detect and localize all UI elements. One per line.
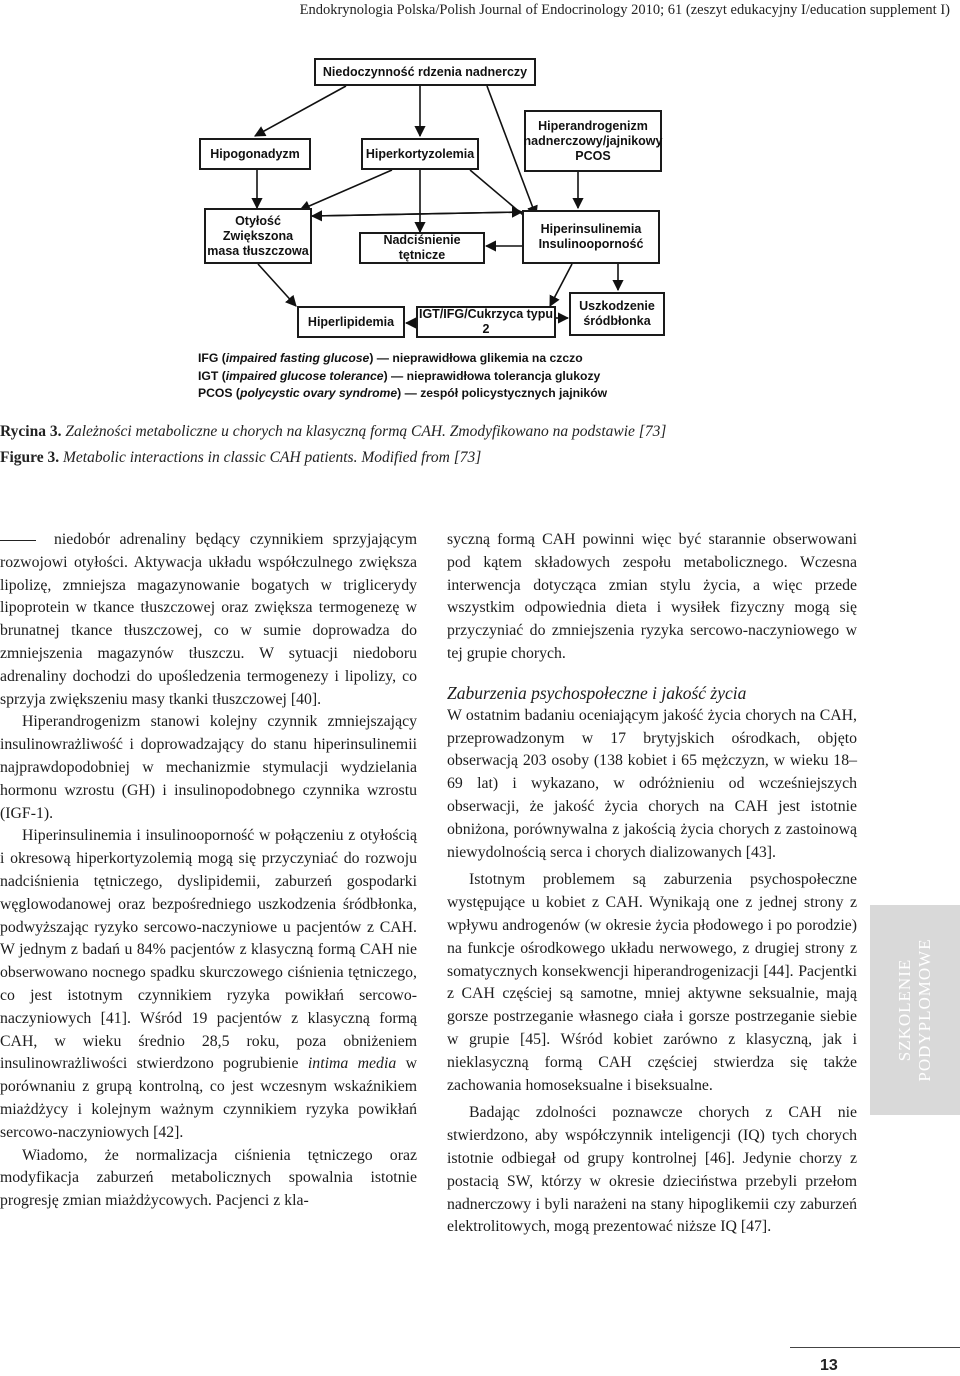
figure-diagram: [0, 0, 960, 420]
box-hyperlipidemia: Hiperlipidemia: [297, 306, 405, 338]
em-dash-rule: [0, 540, 36, 541]
legend-item: IFG (impaired fasting glucose) — nieprawidłowa glikemia na czczo: [198, 351, 583, 365]
box-hyperinsulinemia: Hiperinsulinemia Insulinooporność: [522, 210, 660, 264]
right-column: [447, 529, 857, 1239]
paragraph: niedobór adrenaliny będący czynnikiem sprzyjającym rozwojowi otyłości. Aktywacja układu współczulnego zwiększa lipolizę, zmniejsza magazynowanie bogatych w triglicerydy lipoprotein w tkance tłuszczowej oraz zwiększa termogenezę w brunatnej tkance tłuszczowej, co w sumie doprowadza do zmniejszenia magazynów tłuszczu. W sytuacji niedoboru adrenaliny dochodzi do upośledzenia termogenezy i lipolizy, co sprzyja zwiększeniu masy tkanki tłuszczowej [40].: [0, 531, 417, 708]
running-head: Endokrynologia Polska/Polish Journal of Endocrinology 2010; 61 (zeszyt edukacyjny I/education supplement I): [299, 2, 950, 18]
box-hypogonadism: Hipogonadyzm: [199, 138, 311, 170]
side-tab-label: SZKOLENIE PODYPLOMOWE: [895, 938, 934, 1082]
caption-polish: Rycina 3. Zależności metaboliczne u chorych na klasyczną formą CAH. Zmodyfikowano na podstawie [73]: [0, 423, 667, 440]
paragraph: Istotnym problemem są zaburzenia psychospołeczne występujące u kobiet z CAH. Wynikają one z jednej strony z wpływu androgenów (w okresie życia płodowego i po porodzie) na funkcje ośrodkowego układu nerwowego, z drugiej strony z somatycznych konsekwencji hiperandrogenizacji [44]. Pacjentki z CAH częściej są samotne, mniej aktywne seksualnie, mają gorsze postrzeganie własnego ciała i gorsze postrzeganie siebie w grupie [45]. Wśród kobiet zarówno z klasyczną, jak i nieklasyczną formą CAH częściej stwierdza się także zachowania homoseksualne i biseksualne.: [447, 871, 857, 1094]
box-hyperandrogenism: Hiperandrogenizm nadnerczowy/jajnikowy PCOS: [524, 110, 662, 172]
left-column: [0, 529, 417, 1213]
caption-english: Figure 3. Metabolic interactions in classic CAH patients. Modified from [73]: [0, 449, 482, 466]
paragraph: syczną formą CAH powinni więc być starannie obserwowani pod kątem składowych zespołu metabolicznego. Wczesna interwencja dotycząca zmian stylu życia, a więc przede wszystkim odpowiednia dieta i wysiłek fizyczny mogą się przyczyniać do zmniejszenia ryzyka sercowo-naczyniowego w tej grupie chorych.: [447, 531, 857, 662]
box-adrenal-medulla-deficiency: Niedoczynność rdzenia nadnerczy: [314, 58, 536, 86]
paragraph: Wiadomo, że normalizacja ciśnienia tętniczego oraz modyfikacja zaburzeń metabolicznych spowalnia istotnie progresję zmian miażdżycowych. Pacjenci z kla-: [0, 1146, 417, 1210]
side-tab-postgraduate-training: [870, 905, 960, 1115]
section-heading: Zaburzenia psychospołeczne i jakość życia: [447, 682, 747, 703]
paragraph: Badając zdolności poznawcze chorych z CAH nie stwierdzono, aby współczynnik inteligencji (IQ) tych chorych istotnie odbiegał od grupy kontrolnej [46]. Jedynie chorzy z postacią SW, którzy w okresie dzieciństwa przebyli przełom nadnerczowy i byli narażeni na stany hipoglikemii czy zaburzeń elektrolitowych, mogą prezentować niższe IQ [47].: [447, 1104, 857, 1236]
paragraph: Hiperinsulinemia i insulinooporność w połączeniu z otyłością i okresową hiperkortyzolemią mogą się przyczyniać do rozwoju nadciśnienia tętniczego, dyslipidemii, zaburzeń gospodarki węglowodanowej oraz bezpośredniego uszkodzenia śródbłonka, podwyższając ryzyko sercowo-naczyniowe u pacjentów z CAH. W jednym z badań u 84% pacjentów z klasyczną formą CAH nie obserwowano nocnego spadku skurczowego ciśnienia tętniczego, co jest istotnym czynnikiem ryzyka powikłań sercowo-naczyniowych [41]. Wśród 19 pacjentów z klasyczną formą CAH, w wieku średnio 28,5 roku, poza obniżeniem insulinowrażliwości stwierdzono pogrubienie intima media w porównaniu z grupą kontrolną, co jest wczesnym wskaźnikiem miażdżycy i kolejnym ważnym czynnikiem ryzyka powikłań sercowo-naczyniowych [42].: [0, 827, 417, 1141]
box-endothelial-damage: Uszkodzenie śródbłonka: [569, 292, 665, 336]
box-hypercortisolism: Hiperkortyzolemia: [361, 138, 479, 170]
box-hypertension: Nadciśnienie tętnicze: [359, 232, 485, 264]
legend-item: IGT (impaired glucose tolerance) — nieprawidłowa tolerancja glukozy: [198, 368, 601, 383]
figure-legend: [198, 350, 607, 403]
box-igt-ifg-diabetes: IGT/IFG/Cukrzyca typu 2: [416, 306, 556, 338]
paragraph: Hiperandrogenizm stanowi kolejny czynnik zmniejszający insulinowrażliwość i doprowadzający do stanu hiperinsulinemii najprawdopodobniej w mechanizmie stymulacji wydzielania hormonu wzrostu (GH) i insulinopodobnego czynnika wzrostu (IGF-1).: [0, 713, 417, 822]
box-obesity: Otyłość Zwiększona masa tłuszczowa: [204, 208, 312, 264]
page-number: 13: [820, 1357, 838, 1374]
legend-item: PCOS (polycystic ovary syndrome) — zespół policystycznych jajników: [198, 386, 608, 400]
footer-rule: [790, 1347, 960, 1348]
paragraph: W ostatnim badaniu oceniającym jakość życia chorych na CAH, przeprowadzonym w 17 brytyjskich ośrodkach, objęto obserwacją 203 osoby (138 kobiet i 65 mężczyzn, w wieku 18–69 lat) i wykazano, w odróżnieniu od wcześniejszych obserwacji, że jakość życia chorych na CAH jest istotnie obniżona, porównywalna z jakością życia chorych z zastoinową niewydolnością serca i chorych dializowanych [43].: [447, 706, 857, 861]
